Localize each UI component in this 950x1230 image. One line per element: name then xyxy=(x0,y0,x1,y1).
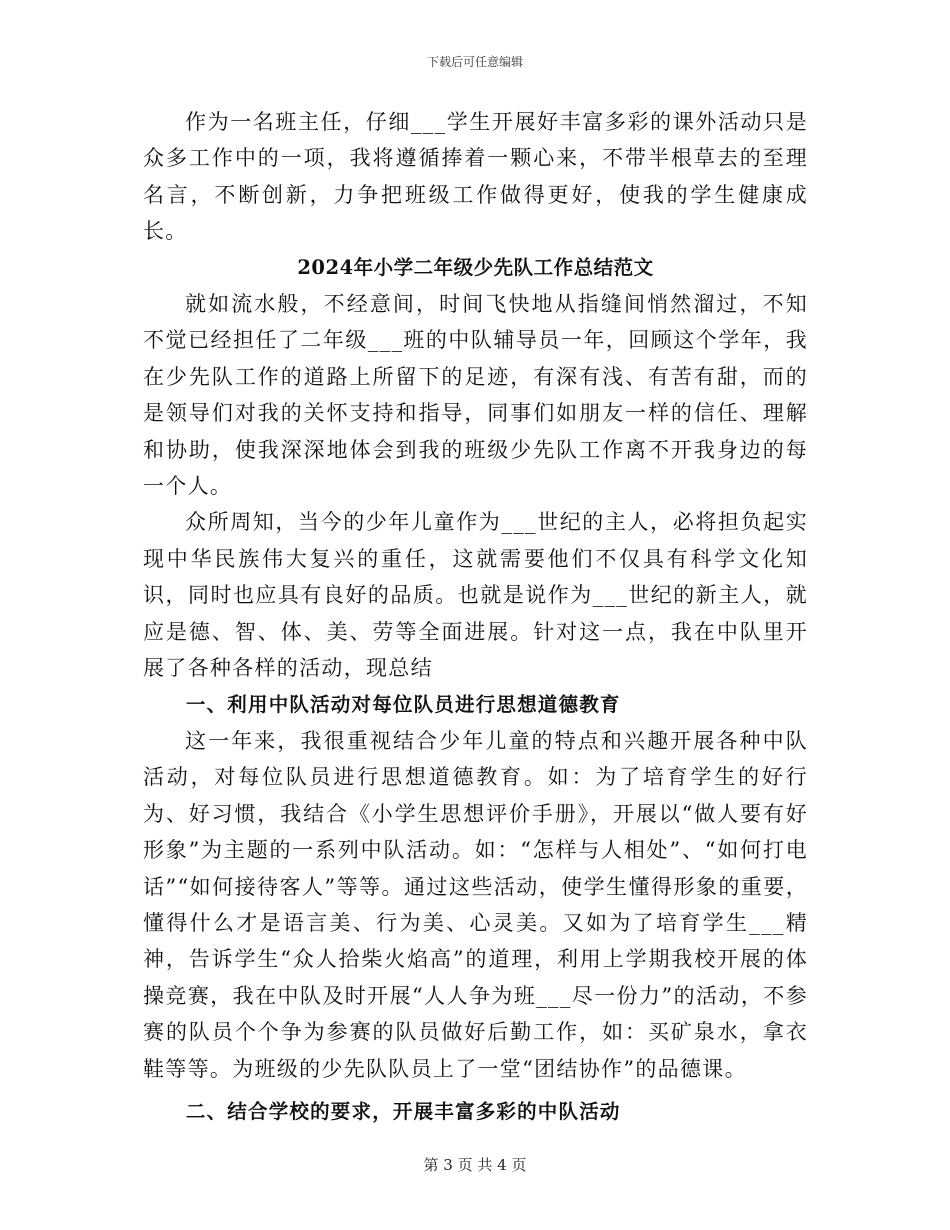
paragraph-moral-education: 这一年来，我很重视结合少年儿童的特点和兴趣开展各种中队活动，对每位队员进行思想道德教育。如：为了培育学生的好行为、好习惯，我结合《小学生思想评价手册》，开展以“做人要有好形象”为主题的一系列中队活动。如：“怎样与人相处”、“如何打电话”“如何接待客人”等等。通过这些活动，使学生懂得形象的重要，懂得什么才是语言美、行为美、心灵美。又如为了培育学生___精神，告诉学生“众人拾柴火焰高”的道理，利用上学期我校开展的体操竞赛，我在中队及时开展“人人争为班___尽一份力”的活动，不参赛的队员个个争为参赛的队员做好后勤工作，如：买矿泉水，拿衣鞋等等。为班级的少先队队员上了一堂“团结协作”的品德课。 xyxy=(143,728,808,1081)
section-heading-2: 二、结合学校的要求，开展丰富多彩的中队活动 xyxy=(185,1099,621,1123)
document-body xyxy=(143,104,808,1130)
paragraph-intro: 作为一名班主任，仔细___学生开展好丰富多彩的课外活动只是众多工作中的一项，我将遵循捧着一颗心来，不带半根草去的至理名言，不断创新，力争把班级工作做得更好，使我的学生健康成长。 xyxy=(143,110,808,244)
paragraph-context: 众所周知，当今的少年儿童作为___世纪的主人，必将担负起实现中华民族伟大复兴的重任，这就需要他们不仅具有科学文化知识，同时也应具有良好的品质。也就是说作为___世纪的新主人，就应是德、智、体、美、劳等全面进展。针对这一点，我在中队里开展了各种各样的活动，现总结 xyxy=(143,510,808,681)
paragraph-review: 就如流水般，不经意间，时间飞快地从指缝间悄然溜过，不知不觉已经担任了二年级___班的中队辅导员一年，回顾这个学年，我在少先队工作的道路上所留下的足迹，有深有浅、有苦有甜，而的是领导们对我的关怀支持和指导，同事们如朋友一样的信任、理解和协助，使我深深地体会到我的班级少先队工作离不开我身边的每一个人。 xyxy=(143,292,808,499)
section-heading-1: 一、利用中队活动对每位队员进行思想道德教育 xyxy=(185,692,621,716)
page-number: 第 3 页 共 4 页 xyxy=(423,1156,527,1174)
page-header: 下载后可任意编辑 xyxy=(426,55,523,69)
document-title: 2024年小学二年级少先队工作总结范文 xyxy=(297,255,654,279)
